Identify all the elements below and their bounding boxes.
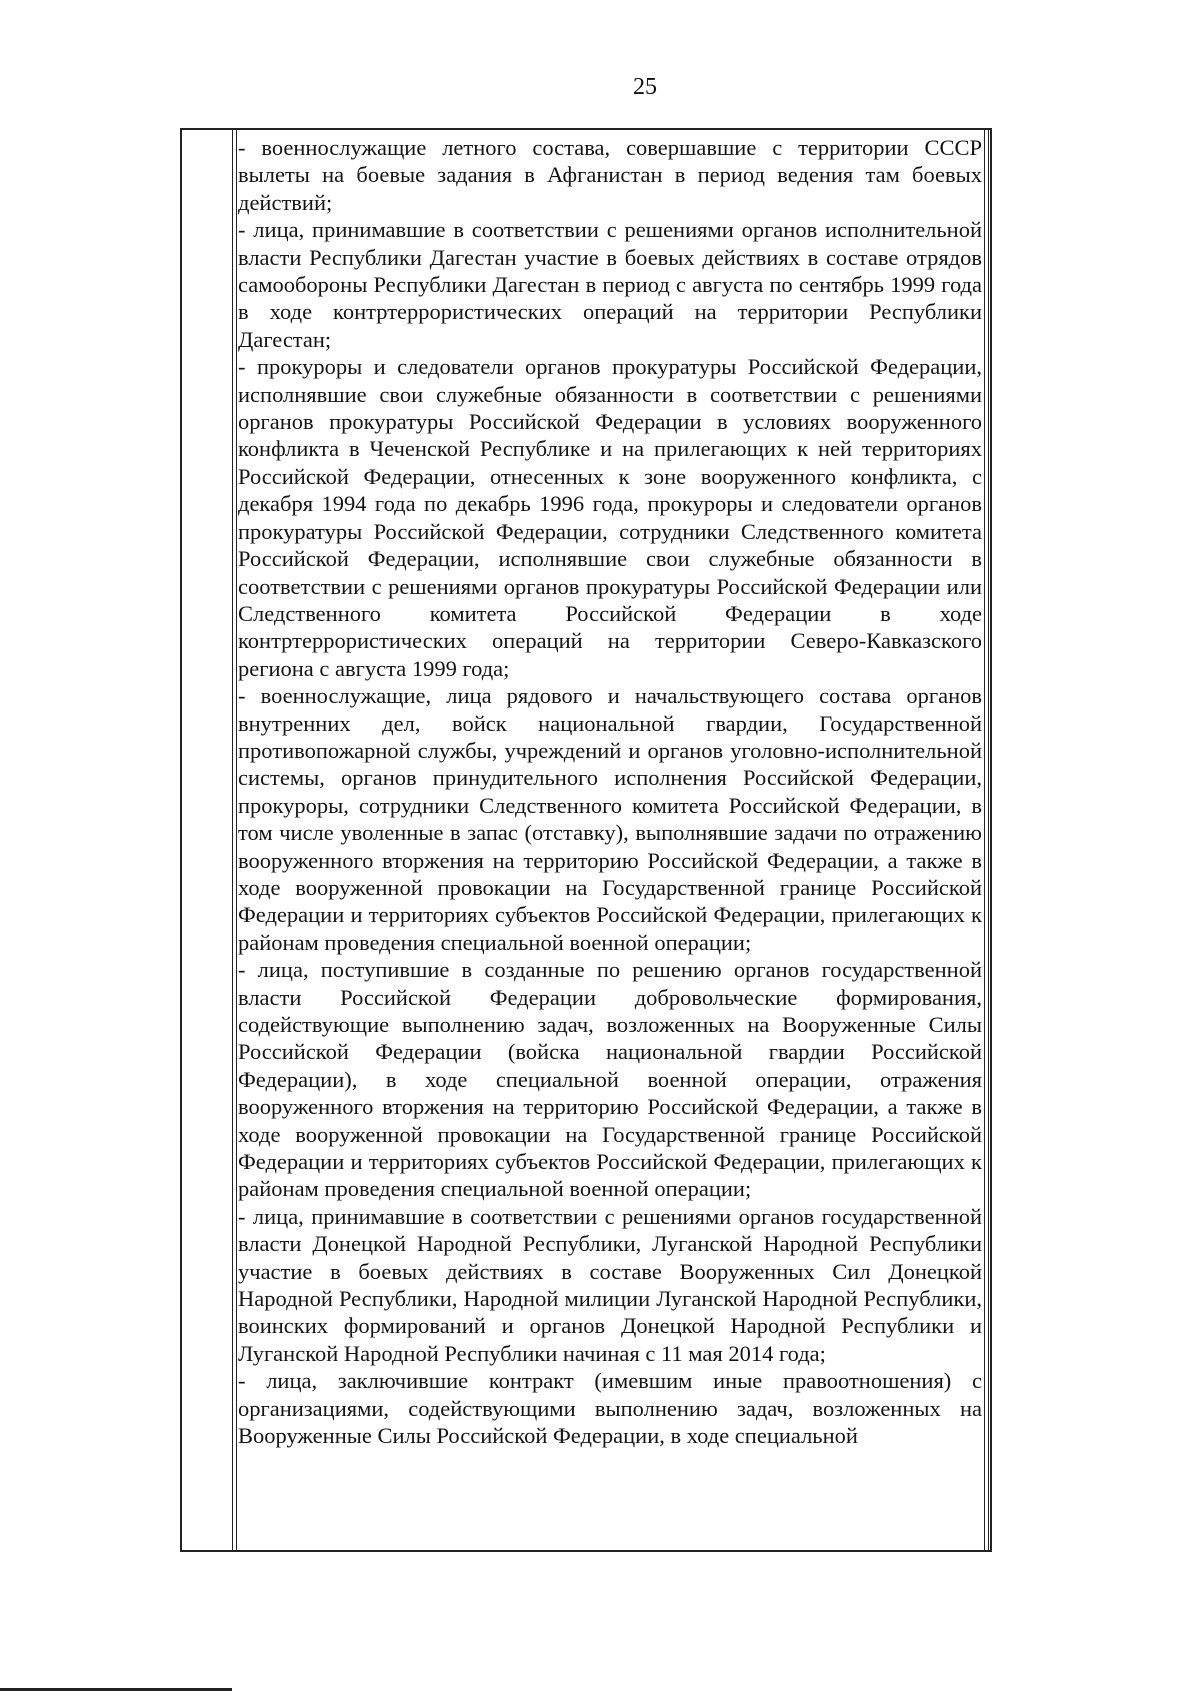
column-divider [984, 130, 985, 1550]
column-divider [988, 130, 989, 1550]
document-table [180, 128, 992, 1552]
column-divider [236, 130, 237, 1550]
list-item: - лица, заключившие контракт (имевшим иные правоотношения) с организациями, содействующими выполнению задач, возложенных на Вооруженные Силы Российской Федерации, в ходе специальной [238, 1368, 982, 1449]
list-item: - прокуроры и следователи органов прокуратуры Российской Федерации, исполнявшие свои служебные обязанности в соответствии с решениями органов прокуратуры Российской Федерации в условиях вооруженного конфликта в Чеченской Республике и на прилегающих к ней территориях Российской Федерации, отнесенных к зоне вооруженного конфликта, с декабря 1994 года по декабрь 1996 года, прокуроры и следователи органов прокуратуры Российской Федерации, сотрудники Следственного комитета Российской Федерации, исполнявшие свои служебные обязанности в соответствии с решениями органов прокуратуры Российской Федерации или Следственного комитета Российской Федерации в ходе контртеррористических операций на территории Северо-Кавказского региона с августа 1999 года; [238, 354, 982, 681]
list-item: - лица, принимавшие в соответствии с решениями органов исполнительной власти Республики Дагестан участие в боевых действиях в составе отрядов самообороны Республики Дагестан в период с августа по сентябрь 1999 года в ходе контртеррористических операций на территории Республики Дагестан; [238, 217, 982, 352]
scan-artifact-line [0, 1688, 232, 1691]
list-item: - лица, поступившие в созданные по решению органов государственной власти Российской Федерации добровольческие формирования, содействующие выполнению задач, возложенных на Вооруженные Силы Российской Федерации (войска национальной гвардии Российской Федерации), в ходе специальной военной операции, отражения вооруженного вторжения на территорию Российской Федерации, а также в ходе вооруженной провокации на Государственной границе Российской Федерации и территориях субъектов Российской Федерации, прилегающих к районам проведения специальной военной операции; [238, 957, 982, 1202]
table-cell-text [238, 134, 982, 1450]
list-item: - военнослужащие, лица рядового и начальствующего состава органов внутренних дел, войск национальной гвардии, Государственной противопожарной службы, учреждений и органов уголовно-исполнительной системы, органов принудительного исполнения Российской Федерации, прокуроры, сотрудники Следственного комитета Российской Федерации, в том числе уволенные в запас (отставку), выполнявшие задачи по отражению вооруженного вторжения на территорию Российской Федерации, а также в ходе вооруженной провокации на Государственной границе Российской Федерации и территориях субъектов Российской Федерации, прилегающих к районам проведения специальной военной операции; [238, 683, 982, 955]
column-divider [232, 130, 233, 1550]
list-item: - военнослужащие летного состава, совершавшие с территории СССР вылеты на боевые задания в Афганистан в период ведения там боевых действий; [238, 135, 982, 215]
page-number: 25 [633, 74, 657, 100]
list-item: - лица, принимавшие в соответствии с решениями органов государственной власти Донецкой Народной Республики, Луганской Народной Республики участие в боевых действиях в составе Вооруженных Сил Донецкой Народной Республики, Народной милиции Луганской Народной Республики, воинских формирований и органов Донецкой Народной Республики и Луганской Народной Республики начиная с 11 мая 2014 года; [238, 1203, 982, 1366]
